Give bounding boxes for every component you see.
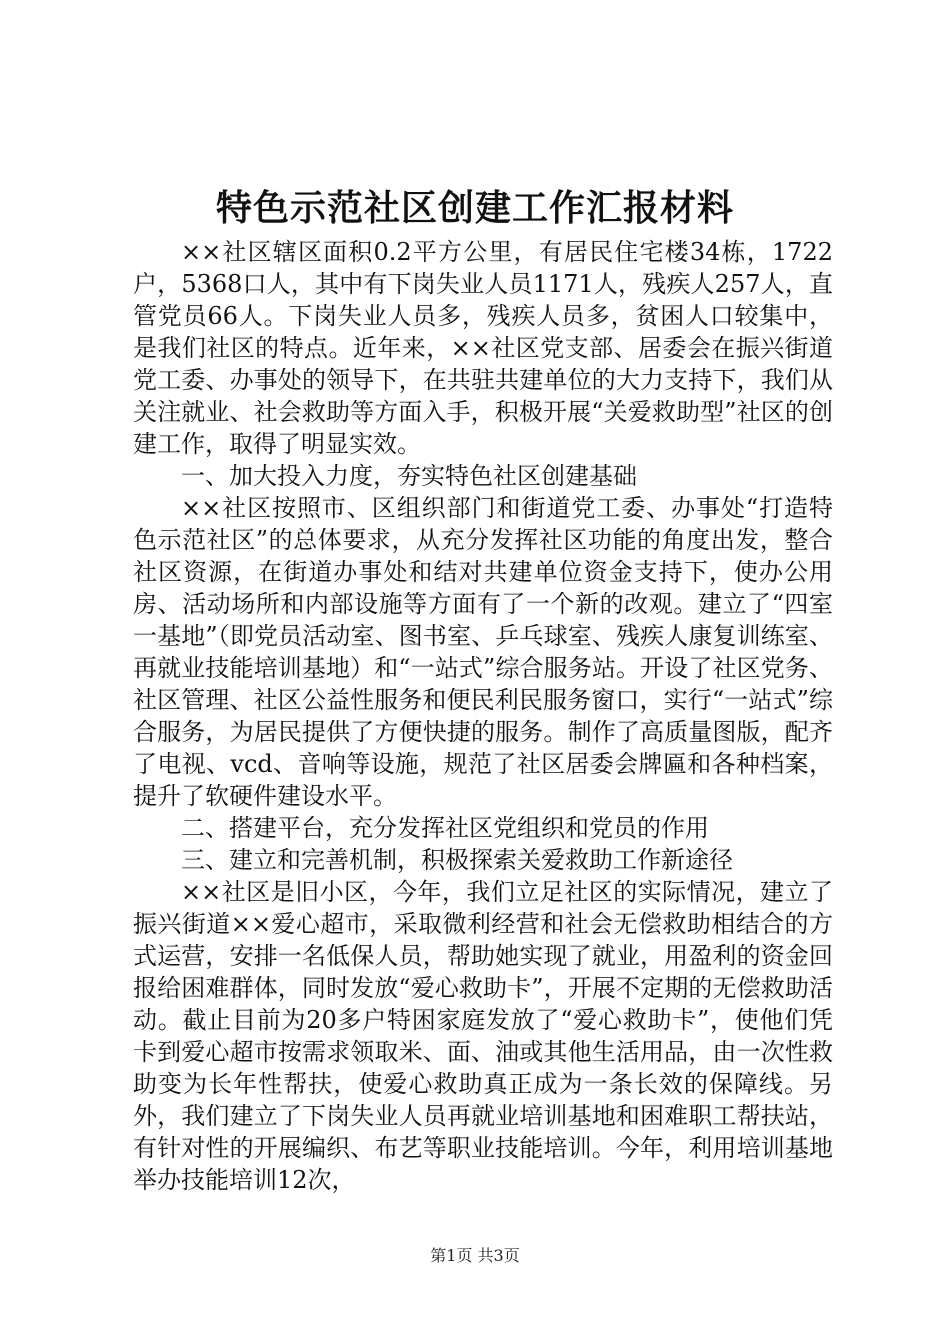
page-footer: 第1页 共3页 [430, 1246, 520, 1265]
section-heading-3: 三、建立和完善机制，积极探索关爱救助工作新途径 [181, 846, 733, 874]
document-body [133, 236, 833, 1196]
section-1-paragraph: ××社区按照市、区组织部门和街道党工委、办事处“打造特色示范社区”的总体要求，从充分发挥社区功能的角度出发，整合社区资源，在街道办事处和结对共建单位资金支持下，使办公用房、活动场所和内部设施等方面有了一个新的改观。建立了“四室一基地”（即党员活动室、图书室、乒乓球室、残疾人康复训练室、再就业技能培训基地）和“一站式”综合服务站。开设了社区党务、社区管理、社区公益性服务和便民利民服务窗口，实行“一站式”综合服务，为居民提供了方便快捷的服务。制作了高质量图版，配齐了电视、vcd、音响等设施，规范了社区居委会牌匾和各种档案，提升了软硬件建设水平。 [133, 494, 833, 810]
section-heading-1: 一、加大投入力度，夯实特色社区创建基础 [181, 462, 637, 490]
document-title: 特色示范社区创建工作汇报材料 [215, 187, 734, 229]
intro-paragraph: ××社区辖区面积0.2平方公里，有居民住宅楼34栋，1722户，5368口人，其中有下岗失业人员1171人，残疾人257人，直管党员66人。下岗失业人员多，残疾人员多，贫困人口较集中，是我们社区的特点。近年来，××社区党支部、居委会在振兴街道党工委、办事处的领导下，在共驻共建单位的大力支持下，我们从关注就业、社会救助等方面入手，积极开展“关爱救助型”社区的创建工作，取得了明显实效。 [133, 238, 833, 458]
section-3-paragraph: ××社区是旧小区，今年，我们立足社区的实际情况，建立了振兴街道××爱心超市，采取微利经营和社会无偿救助相结合的方式运营，安排一名低保人员，帮助她实现了就业，用盈利的资金回报给困难群体，同时发放“爱心救助卡”，开展不定期的无偿救助活动。截止目前为20多户特困家庭发放了“爱心救助卡”，使他们凭卡到爱心超市按需求领取米、面、油或其他生活用品，由一次性救助变为长年性帮扶，使爱心救助真正成为一条长效的保障线。另外，我们建立了下岗失业人员再就业培训基地和困难职工帮扶站，有针对性的开展编织、布艺等职业技能培训。今年，利用培训基地举办技能培训12次， [133, 878, 833, 1194]
section-heading-2: 二、搭建平台，充分发挥社区党组织和党员的作用 [181, 814, 709, 842]
